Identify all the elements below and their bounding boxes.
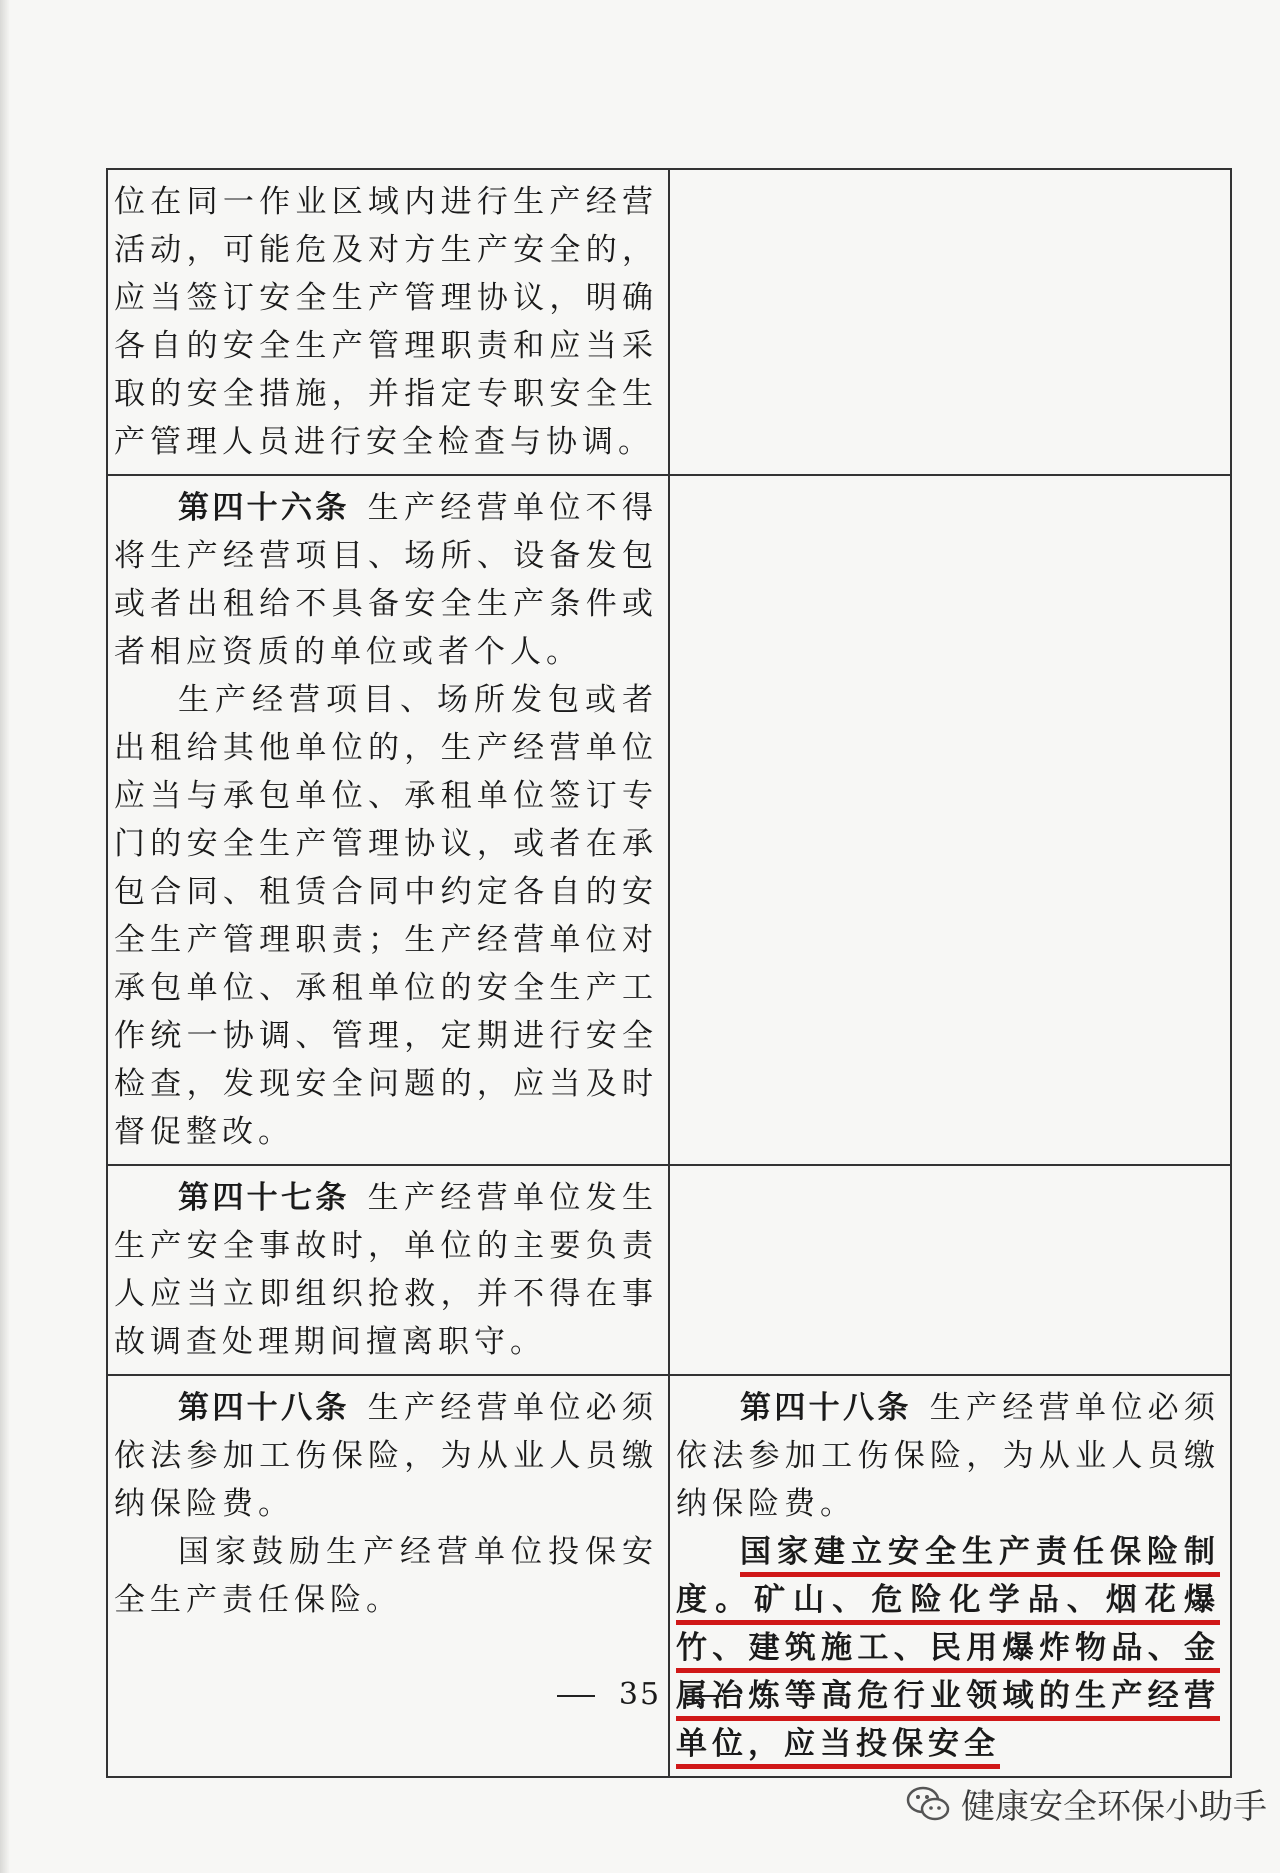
article-text: 生产经营单位发生生产安全事故时，单位的主要负责人应当立即组织抢救，并不得在事故调查处理期间擅离职守。 <box>114 1180 659 1360</box>
highlighted-amendment: 国家建立安全生产责任保险制度。矿山、危险化学品、烟花爆竹、建筑施工、民用爆炸物品、金属冶炼等高危行业领域的生产经营单位，应当投保安全 <box>676 1534 1220 1769</box>
comparison-table <box>106 168 1232 1778</box>
table-cell-right <box>669 169 1231 475</box>
paragraph: 位在同一作业区域内进行生产经营活动，可能危及对方生产安全的，应当签订安全生产管理协议，明确各自的安全生产管理职责和应当采取的安全措施，并指定专职安全生产管理人员进行安全检查与协调。 <box>114 184 658 460</box>
article-number: 第四十六条 <box>178 490 350 526</box>
table-cell-right <box>669 1375 1231 1777</box>
table-row <box>107 169 1231 475</box>
table-row <box>107 1165 1231 1375</box>
table-row <box>107 475 1231 1165</box>
paragraph <box>676 1384 1220 1528</box>
page-edge <box>0 0 10 1873</box>
paragraph <box>114 484 658 676</box>
article-text: 生产经营单位必须依法参加工伤保险，为从业人员缴纳保险费。 <box>114 1390 659 1522</box>
page-number-text: 35 <box>618 1677 662 1712</box>
paragraph <box>676 1528 1220 1768</box>
article-text: 生产经营单位必须依法参加工伤保险，为从业人员缴纳保险费。 <box>676 1390 1221 1522</box>
watermark-text: 健康安全环保小助手 <box>961 1787 1267 1827</box>
article-text: 生产经营单位不得将生产经营项目、场所、设备发包或者出租给不具备安全生产条件或者相应资质的单位或者个人。 <box>114 490 659 670</box>
table-cell-right <box>669 475 1231 1165</box>
dash-left <box>557 1695 595 1697</box>
paragraph <box>114 1384 658 1528</box>
wechat-icon <box>905 1784 951 1824</box>
table-cell-left <box>107 475 669 1165</box>
paragraph <box>114 1174 658 1366</box>
paragraph: 生产经营项目、场所发包或者出租给其他单位的，生产经营单位应当与承包单位、承租单位签订专门的安全生产管理协议，或者在承包合同、租赁合同中约定各自的安全生产管理职责；生产经营单位对承包单位、承租单位的安全生产工作统一协调、管理，定期进行安全检查，发现安全问题的，应当及时督促整改。 <box>114 682 658 1150</box>
table-row <box>107 1375 1231 1777</box>
table-cell-left <box>107 169 669 475</box>
page-number <box>0 1677 1280 1712</box>
watermark <box>905 1779 1267 1828</box>
table-cell-right <box>669 1165 1231 1375</box>
table-cell-left <box>107 1165 669 1375</box>
table-cell-left <box>107 1375 669 1777</box>
article-number: 第四十七条 <box>178 1180 350 1216</box>
paragraph: 国家鼓励生产经营单位投保安全生产责任保险。 <box>114 1534 658 1618</box>
article-number: 第四十八条 <box>740 1390 912 1426</box>
article-number: 第四十八条 <box>178 1390 350 1426</box>
dash-right <box>685 1695 723 1697</box>
